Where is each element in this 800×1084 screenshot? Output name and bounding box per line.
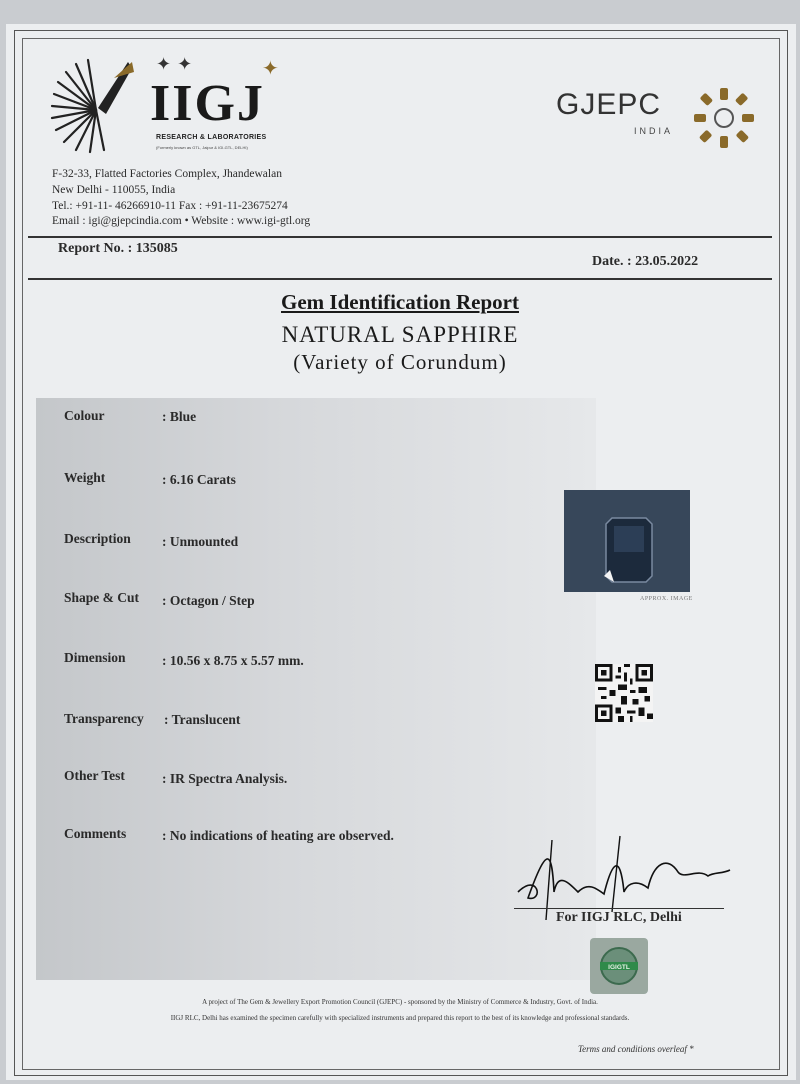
address-email: Email : igi@gjepcindia.com • Website : www.igi-gtl.org xyxy=(52,215,311,227)
value-transparency: : Translucent xyxy=(164,712,241,727)
label-transparency: Transparency xyxy=(64,711,144,726)
header-rule xyxy=(28,236,772,238)
signatory: For IIGJ RLC, Delhi xyxy=(556,910,682,925)
value-weight: : 6.16 Carats xyxy=(162,472,236,487)
label-other-test: Other Test xyxy=(64,768,125,783)
value-other-test: : IR Spectra Analysis. xyxy=(162,771,288,786)
iigj-sunburst-logo-icon xyxy=(48,58,134,154)
stone-variety: (Variety of Corundum) xyxy=(293,350,507,374)
hologram-label: IGIGTL xyxy=(608,964,630,971)
report-title: Gem Identification Report xyxy=(281,290,519,314)
address-line-2: New Delhi - 110055, India xyxy=(52,184,176,196)
signature-line xyxy=(514,908,724,909)
value-shape-cut: : Octagon / Step xyxy=(162,593,255,608)
report-date: Date. : 23.05.2022 xyxy=(592,254,699,269)
value-description: : Unmounted xyxy=(162,534,239,549)
hologram-seal-icon xyxy=(590,938,648,994)
label-comments: Comments xyxy=(64,826,127,841)
label-colour: Colour xyxy=(64,408,105,423)
address-line-1: F-32-33, Flatted Factories Complex, Jhandewalan xyxy=(52,168,282,180)
gemstone-photo xyxy=(564,490,690,592)
brand-subtitle-small: (Formerly known as GTL, Jaipur & IGI-GTL, DELHI) xyxy=(156,145,248,150)
brand-stars: ✦✦ xyxy=(156,54,199,74)
gjepc-name: GJEPC xyxy=(556,88,662,121)
label-shape-cut: Shape & Cut xyxy=(64,590,140,605)
label-description: Description xyxy=(64,531,131,546)
gjepc-india: INDIA xyxy=(634,126,674,136)
brand-subtitle: RESEARCH & LABORATORIES xyxy=(156,134,267,141)
footer-line-2: IIGJ RLC, Delhi has examined the specimen carefully with specialized instruments and prepared this report to the best of its knowledge and professional standards. xyxy=(170,1014,630,1022)
terms-note: Terms and conditions overleaf * xyxy=(578,1044,694,1054)
value-dimension: : 10.56 x 8.75 x 5.57 mm. xyxy=(162,653,304,668)
brand-star-gold: ✦ xyxy=(262,58,279,80)
photo-caption: APPROX. IMAGE xyxy=(640,596,693,602)
label-weight: Weight xyxy=(64,470,106,485)
address-phone: Tel.: +91-11- 46266910-11 Fax : +91-11-23675274 xyxy=(52,200,288,212)
gjepc-emblem-icon xyxy=(692,86,756,150)
label-dimension: Dimension xyxy=(64,650,126,665)
value-colour: : Blue xyxy=(162,409,197,424)
date-rule xyxy=(28,278,772,280)
qr-code-icon xyxy=(594,664,654,722)
report-number: Report No. : 135085 xyxy=(58,241,178,256)
brand-name: IIGJ xyxy=(150,75,265,132)
stone-name: NATURAL SAPPHIRE xyxy=(281,322,519,347)
value-comments: : No indications of heating are observed. xyxy=(162,828,394,843)
footer-line-1: A project of The Gem & Jewellery Export Promotion Council (GJEPC) - sponsored by the Ministry of Commerce & Industry, Govt. of India. xyxy=(202,998,598,1006)
